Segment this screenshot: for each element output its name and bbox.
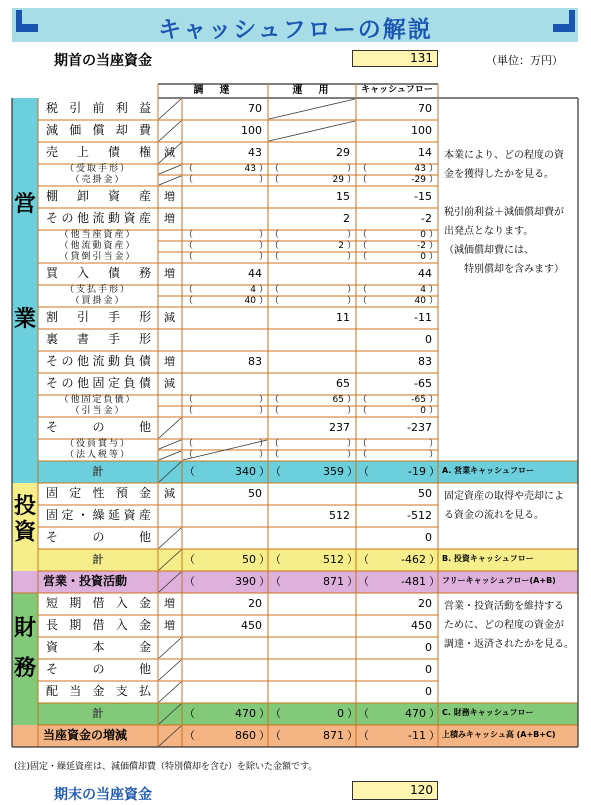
bracket-close: ） (347, 707, 358, 720)
bracket-open: （ (270, 241, 280, 251)
section-bar-sales (12, 98, 38, 483)
row-sub-label: （支払手形） (64, 285, 131, 295)
column-header-use: 運 用 (292, 85, 332, 96)
change-sign: 増 (164, 355, 175, 368)
bracket-open: （ (358, 729, 369, 742)
bracket-close: ） (259, 465, 270, 478)
use-value: 359 (323, 465, 344, 478)
cashflow-value: -15 (414, 190, 432, 203)
cashflow-value: -237 (407, 421, 432, 434)
subtotal-label: 計 (92, 553, 104, 566)
bracket-open: （ (184, 553, 195, 566)
bracket-close: ） (429, 175, 439, 185)
unit-label: （単位：万円） (486, 54, 563, 67)
row-label: 短期借入金 (46, 596, 154, 610)
note-sales: 本業により、どの程度の資 金を獲得したかを見る。 税引前利益＋減価償却費が 出発点となります。 （減価償却費には、 特別償却を含みます） (444, 150, 564, 275)
bracket-close: ） (259, 285, 269, 295)
row-label: 売上債権 (46, 145, 154, 159)
cashflow-value: -462 (401, 553, 426, 566)
bracket-open: （ (184, 252, 194, 262)
bracket-open: （ (270, 164, 280, 174)
row-sub-label: （他固定負債） (59, 395, 137, 405)
bracket-close: ） (347, 296, 357, 306)
bracket-close: ） (347, 450, 357, 460)
row-sub-label: （買掛金） (70, 296, 126, 306)
bracket-open: （ (270, 406, 280, 416)
bracket-close: ） (429, 450, 439, 460)
bracket-close: ） (429, 729, 440, 742)
use-value: 512 (323, 553, 344, 566)
cashflow-value: -512 (407, 509, 432, 522)
procure-value: 50 (248, 487, 262, 500)
section-label-sales: 営 (14, 191, 37, 217)
bracket-close: ） (347, 406, 357, 416)
bracket-close: ） (347, 285, 357, 295)
cashflow-value: 0 (425, 641, 432, 654)
use-value: 29 (336, 146, 350, 159)
cashflow-value: 0 (420, 252, 426, 262)
row-label: 減価償却費 (46, 123, 154, 137)
row-label: 資本金 (46, 640, 154, 654)
use-value: 65 (332, 395, 344, 405)
cashflow-category-label: C. 財務キャッシュフロー (442, 708, 534, 717)
cashflow-value: 450 (411, 619, 432, 632)
cashflow-value: 100 (411, 124, 432, 137)
column-header-procure: 調 達 (193, 85, 233, 96)
bracket-close: ） (347, 164, 357, 174)
bracket-close: ） (429, 465, 440, 478)
bracket-close: ） (429, 707, 440, 720)
cashflow-value: 40 (414, 296, 426, 306)
bracket-close: ） (259, 175, 269, 185)
use-value: 2 (343, 212, 350, 225)
use-value: 237 (329, 421, 350, 434)
row-label: その他流動資産 (46, 211, 154, 225)
bracket-open: （ (184, 575, 195, 588)
procure-value: 100 (241, 124, 262, 137)
section-label-sales: 業 (14, 307, 37, 333)
bracket-open: （ (184, 296, 194, 306)
row-label: 裏書手形 (46, 332, 154, 346)
bracket-open: （ (358, 406, 368, 416)
cashflow-category-label: フリーキャッシュフロー(A+B) (442, 576, 556, 585)
bracket-open: （ (270, 439, 280, 449)
bracket-open: （ (358, 285, 368, 295)
cashflow-value: -11 (408, 729, 426, 742)
cashflow-category-label: 上積みキャッシュ高 (A+B+C) (442, 730, 556, 739)
bracket-open: （ (184, 406, 194, 416)
bracket-open: （ (358, 553, 369, 566)
row-label: 税引前利益 (46, 101, 154, 115)
cashflow-value: -19 (408, 465, 426, 478)
footnote: (注)固定・繰延資産は、減価償却費（特別償却を含む）を除いた金額です。 (14, 762, 318, 772)
closing-balance-label: 期末の当座資金 (54, 787, 152, 803)
bracket-close: ） (259, 252, 269, 262)
bracket-close: ） (259, 296, 269, 306)
bracket-close: ） (429, 439, 439, 449)
activity-total-label: 当座資金の増減 (42, 728, 127, 742)
cashflow-value: 70 (418, 102, 432, 115)
procure-value: 860 (235, 729, 256, 742)
bracket-open: （ (184, 230, 194, 240)
bracket-close: ） (429, 575, 440, 588)
procure-value: 50 (242, 553, 256, 566)
bracket-close: ） (429, 296, 439, 306)
closing-balance-value: 120 (352, 781, 438, 800)
bracket-open: （ (270, 553, 281, 566)
cashflow-value: 0 (420, 230, 426, 240)
bracket-close: ） (347, 175, 357, 185)
bracket-close: ） (259, 707, 270, 720)
procure-value: 450 (241, 619, 262, 632)
bracket-open: （ (184, 164, 194, 174)
change-sign: 減 (164, 146, 175, 159)
cashflow-value: 14 (418, 146, 432, 159)
cashflow-value: 4 (420, 285, 426, 295)
bracket-open: （ (358, 241, 368, 251)
page-title: キャッシュフローの解説 (158, 17, 433, 43)
row-label: 棚卸資産 (46, 189, 154, 203)
use-value: 871 (323, 729, 344, 742)
row-label: 買入債務 (46, 266, 154, 280)
column-header-cashflow: キャッシュフロー (361, 85, 433, 95)
bracket-close: ） (259, 439, 269, 449)
bracket-close: ） (429, 553, 440, 566)
cashflow-value: -2 (417, 241, 426, 251)
bracket-close: ） (429, 164, 439, 174)
cashflow-value: 0 (420, 406, 426, 416)
row-sub-label: （受取手形） (64, 164, 131, 174)
row-sub-label: （売掛金） (70, 175, 126, 185)
row-sub-label: （他当座資産） (59, 230, 137, 240)
bracket-open: （ (184, 395, 194, 405)
row-label: 固定性預金 (46, 486, 154, 500)
bracket-open: （ (270, 230, 280, 240)
activity-total-label: 営業・投資活動 (42, 574, 127, 588)
row-label: 割引手形 (46, 310, 154, 324)
cashflow-value: 0 (425, 663, 432, 676)
opening-balance-label: 期首の当座資金 (54, 53, 152, 69)
row-sub-label: （役員賞与） (64, 439, 131, 449)
change-sign: 増 (164, 267, 175, 280)
cashflow-value: -11 (414, 311, 432, 324)
cashflow-value: 50 (418, 487, 432, 500)
row-sub-label: （他流動資産） (59, 241, 137, 251)
bracket-open: （ (358, 575, 369, 588)
row-label: 固定・繰延資産 (46, 508, 154, 522)
bracket-close: ） (347, 241, 357, 251)
bracket-close: ） (259, 241, 269, 251)
cashflow-category-label: A. 営業キャッシュフロー (442, 466, 535, 475)
opening-balance-value: 131 (352, 50, 438, 67)
use-value: 65 (336, 377, 350, 390)
bracket-close: ） (347, 729, 358, 742)
bracket-open: （ (270, 729, 281, 742)
bracket-open: （ (270, 395, 280, 405)
bracket-open: （ (270, 296, 280, 306)
use-value: 2 (338, 241, 344, 251)
procure-value: 83 (248, 355, 262, 368)
bracket-open: （ (358, 252, 368, 262)
section-label-invest: 投 (14, 493, 37, 519)
bracket-open: （ (184, 241, 194, 251)
use-value: 15 (336, 190, 350, 203)
bracket-open: （ (184, 439, 194, 449)
change-sign: 増 (164, 212, 175, 225)
change-sign: 減 (164, 377, 175, 390)
bracket-close: ） (347, 465, 358, 478)
bracket-open: （ (184, 707, 195, 720)
procure-value: 20 (248, 597, 262, 610)
cashflow-value: 0 (425, 685, 432, 698)
procure-value: 43 (248, 146, 262, 159)
cashflow-value: 0 (425, 333, 432, 346)
procure-value: 470 (235, 707, 256, 720)
bracket-open: （ (358, 395, 368, 405)
bracket-close: ） (259, 406, 269, 416)
bracket-open: （ (358, 296, 368, 306)
subtotal-label: 計 (92, 465, 104, 478)
bracket-close: ） (259, 395, 269, 405)
bracket-open: （ (270, 465, 281, 478)
procure-value: 43 (244, 164, 256, 174)
bracket-open: （ (358, 164, 368, 174)
row-sub-label: （貸倒引当金） (59, 252, 137, 262)
note-invest: 固定資産の取得や売却によ る資金の流れを見る。 (444, 491, 564, 521)
subtotal-label: 計 (92, 707, 104, 720)
bracket-close: ） (259, 553, 270, 566)
procure-value: 40 (244, 296, 256, 306)
bracket-close: ） (347, 575, 358, 588)
bracket-close: ） (429, 241, 439, 251)
bracket-close: ） (259, 450, 269, 460)
bracket-open: （ (358, 175, 368, 185)
bracket-close: ） (259, 230, 269, 240)
procure-value: 44 (248, 267, 262, 280)
bracket-open: （ (184, 729, 195, 742)
bracket-open: （ (270, 175, 280, 185)
procure-value: 340 (235, 465, 256, 478)
cashflow-value: -65 (414, 377, 432, 390)
bracket-close: ） (429, 395, 439, 405)
bracket-close: ） (259, 575, 270, 588)
use-value: 871 (323, 575, 344, 588)
bracket-close: ） (259, 164, 269, 174)
bracket-open: （ (184, 465, 195, 478)
bracket-open: （ (358, 465, 369, 478)
cashflow-value: -481 (401, 575, 426, 588)
bracket-close: ） (429, 406, 439, 416)
row-sub-label: （引当金） (70, 406, 126, 416)
procure-value: 390 (235, 575, 256, 588)
row-label: その他 (46, 420, 154, 434)
section-label-invest: 資 (14, 520, 37, 546)
bracket-open: （ (358, 230, 368, 240)
row-label: その他 (46, 530, 154, 544)
bracket-close: ） (347, 439, 357, 449)
procure-value: 4 (250, 285, 256, 295)
bracket-open: （ (358, 707, 369, 720)
bracket-close: ） (429, 230, 439, 240)
cashflow-value: -29 (411, 175, 426, 185)
change-sign: 減 (164, 311, 175, 324)
bracket-open: （ (270, 575, 281, 588)
bracket-open: （ (184, 175, 194, 185)
bracket-close: ） (429, 285, 439, 295)
row-label: その他流動負債 (46, 354, 154, 368)
cashflow-value: 0 (425, 531, 432, 544)
bracket-open: （ (270, 252, 280, 262)
bracket-open: （ (358, 450, 368, 460)
row-sub-label: （法人税等） (64, 450, 131, 460)
change-sign: 増 (164, 190, 175, 203)
section-label-finance: 務 (14, 655, 37, 681)
bracket-close: ） (259, 729, 270, 742)
change-sign: 増 (164, 597, 175, 610)
bracket-close: ） (347, 252, 357, 262)
note-finance: 営業・投資活動を維持する ために、どの程度の資金が 調達・返済されたかを見る。 (444, 601, 574, 650)
bracket-open: （ (270, 450, 280, 460)
row-label: 長期借入金 (46, 618, 154, 632)
use-value: 11 (336, 311, 350, 324)
cashflow-value: -65 (411, 395, 426, 405)
cashflow-value: 43 (414, 164, 426, 174)
change-sign: 増 (164, 619, 175, 632)
bracket-close: ） (347, 553, 358, 566)
use-value: 29 (332, 175, 344, 185)
bracket-open: （ (184, 450, 194, 460)
row-label: その他 (46, 662, 154, 676)
bracket-open: （ (270, 707, 281, 720)
bracket-open: （ (270, 285, 280, 295)
change-sign: 減 (164, 487, 175, 500)
bracket-close: ） (429, 252, 439, 262)
section-label-finance: 財 (14, 615, 37, 641)
bracket-open: （ (358, 439, 368, 449)
row-label: その他固定負債 (46, 376, 154, 390)
bracket-close: ） (347, 395, 357, 405)
cashflow-value: -2 (421, 212, 432, 225)
use-value: 0 (337, 707, 344, 720)
cashflow-category-label: B. 投資キャッシュフロー (442, 554, 534, 563)
cashflow-value: 44 (418, 267, 432, 280)
procure-value: 70 (248, 102, 262, 115)
bracket-close: ） (347, 230, 357, 240)
bracket-open: （ (184, 285, 194, 295)
cashflow-value: 83 (418, 355, 432, 368)
cashflow-value: 20 (418, 597, 432, 610)
cashflow-value: 470 (405, 707, 426, 720)
row-label: 配当金支払 (46, 684, 154, 698)
use-value: 512 (329, 509, 350, 522)
